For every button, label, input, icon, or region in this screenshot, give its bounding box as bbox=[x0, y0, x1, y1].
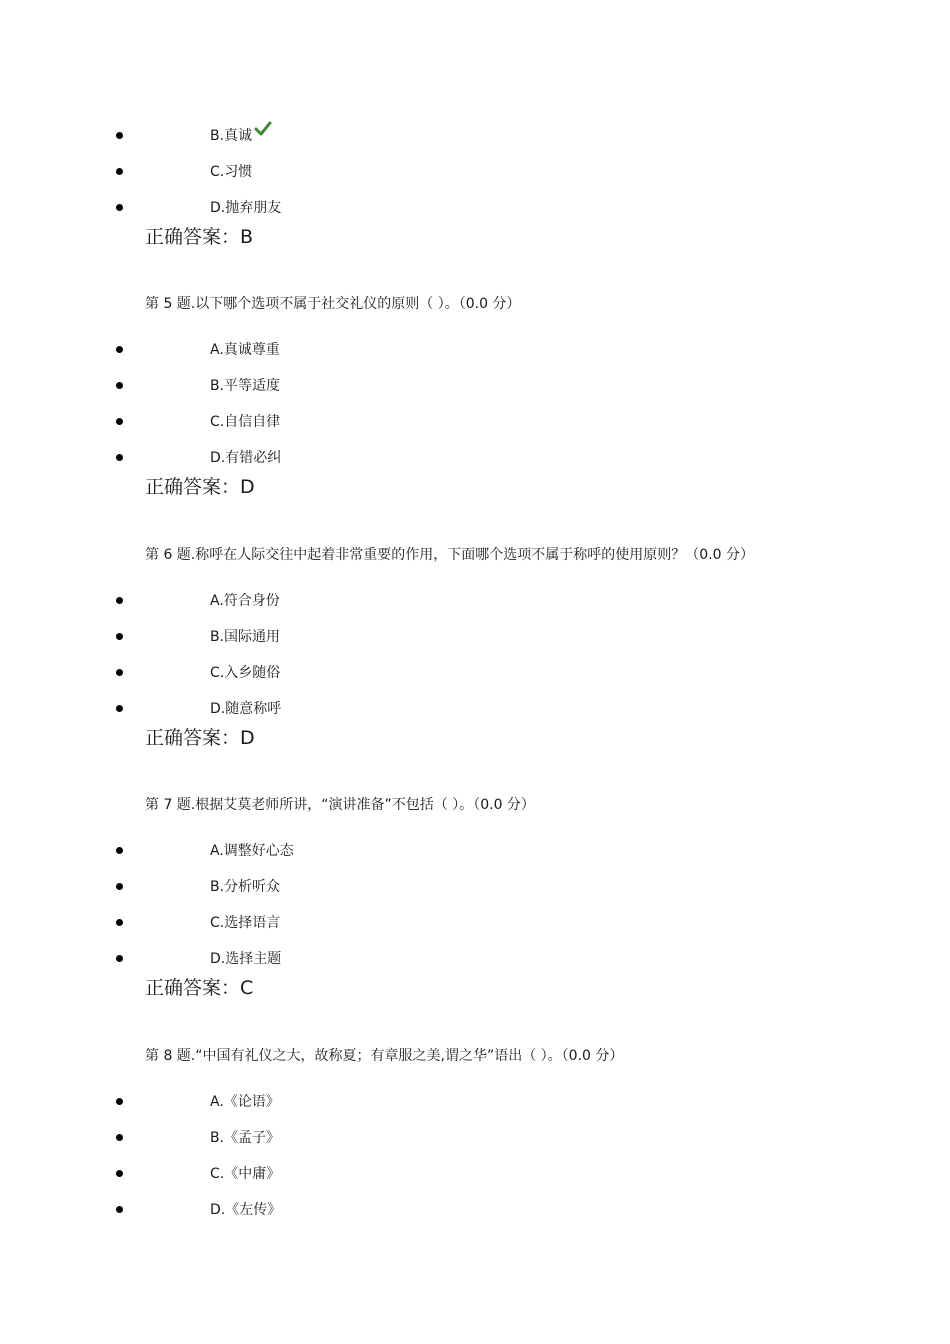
option-label: A.真诚尊重 bbox=[210, 342, 280, 358]
option-label: B.国际通用 bbox=[210, 629, 281, 645]
option-row[interactable] bbox=[0, 1126, 950, 1150]
option-row[interactable] bbox=[0, 697, 950, 721]
bullet-icon bbox=[116, 204, 123, 211]
question-title: 第 5 题.以下哪个选项不属于社交礼仪的原则（ ）。（0.0 分） bbox=[145, 296, 521, 312]
correct-answer: 正确答案：B bbox=[145, 226, 254, 248]
bullet-icon bbox=[116, 418, 123, 425]
option-row[interactable] bbox=[0, 875, 950, 899]
option-label: D.选择主题 bbox=[210, 951, 282, 967]
bullet-icon bbox=[116, 705, 123, 712]
bullet-icon bbox=[116, 847, 123, 854]
option-row[interactable] bbox=[0, 446, 950, 470]
option-row[interactable] bbox=[0, 625, 950, 649]
option-row[interactable] bbox=[0, 839, 950, 863]
bullet-icon bbox=[116, 955, 123, 962]
option-label: A.调整好心态 bbox=[210, 843, 294, 859]
option-row[interactable] bbox=[0, 911, 950, 935]
option-row[interactable] bbox=[0, 947, 950, 971]
bullet-icon bbox=[116, 1206, 123, 1213]
bullet-icon bbox=[116, 168, 123, 175]
option-row[interactable] bbox=[0, 661, 950, 685]
bullet-icon bbox=[116, 1098, 123, 1105]
option-label: D.抛弃朋友 bbox=[210, 200, 282, 216]
option-label: C.选择语言 bbox=[210, 915, 281, 931]
option-label: C.《中庸》 bbox=[210, 1166, 281, 1182]
option-row[interactable] bbox=[0, 160, 950, 184]
option-label: C.入乡随俗 bbox=[210, 665, 281, 681]
option-row[interactable] bbox=[0, 338, 950, 362]
bullet-icon bbox=[116, 1170, 123, 1177]
bullet-icon bbox=[116, 669, 123, 676]
option-label: B.平等适度 bbox=[210, 378, 281, 394]
checkmark-icon bbox=[254, 120, 272, 138]
correct-answer: 正确答案：D bbox=[145, 727, 255, 749]
option-row[interactable] bbox=[0, 196, 950, 220]
correct-answer: 正确答案：D bbox=[145, 476, 255, 498]
bullet-icon bbox=[116, 132, 123, 139]
option-row[interactable] bbox=[0, 1162, 950, 1186]
correct-answer: 正确答案：C bbox=[145, 977, 254, 999]
option-label: A.符合身份 bbox=[210, 593, 280, 609]
bullet-icon bbox=[116, 382, 123, 389]
bullet-icon bbox=[116, 919, 123, 926]
option-label: C.习惯 bbox=[210, 164, 253, 180]
option-row[interactable] bbox=[0, 1090, 950, 1114]
option-label: C.自信自律 bbox=[210, 414, 281, 430]
question-title: 第 7 题.根据艾莫老师所讲，“演讲准备”不包括（ ）。（0.0 分） bbox=[145, 797, 535, 813]
option-row[interactable] bbox=[0, 589, 950, 613]
option-row[interactable] bbox=[0, 374, 950, 398]
option-label: D.《左传》 bbox=[210, 1202, 282, 1218]
option-label: D.随意称呼 bbox=[210, 701, 282, 717]
bullet-icon bbox=[116, 346, 123, 353]
option-label: A.《论语》 bbox=[210, 1094, 280, 1110]
bullet-icon bbox=[116, 597, 123, 604]
bullet-icon bbox=[116, 1134, 123, 1141]
bullet-icon bbox=[116, 883, 123, 890]
option-row[interactable] bbox=[0, 410, 950, 434]
option-label: B.分析听众 bbox=[210, 879, 281, 895]
option-label: D.有错必纠 bbox=[210, 450, 282, 466]
bullet-icon bbox=[116, 633, 123, 640]
question-title: 第 6 题.称呼在人际交往中起着非常重要的作用，下面哪个选项不属于称呼的使用原则？（0.0 分） bbox=[145, 547, 754, 563]
option-label: B.《孟子》 bbox=[210, 1130, 281, 1146]
option-row[interactable] bbox=[0, 1198, 950, 1222]
question-title: 第 8 题.“中国有礼仪之大，故称夏；有章服之美,谓之华”语出（ ）。（0.0 分） bbox=[145, 1048, 624, 1064]
bullet-icon bbox=[116, 454, 123, 461]
option-row[interactable] bbox=[0, 124, 950, 148]
option-label: B.真诚 bbox=[210, 128, 253, 144]
